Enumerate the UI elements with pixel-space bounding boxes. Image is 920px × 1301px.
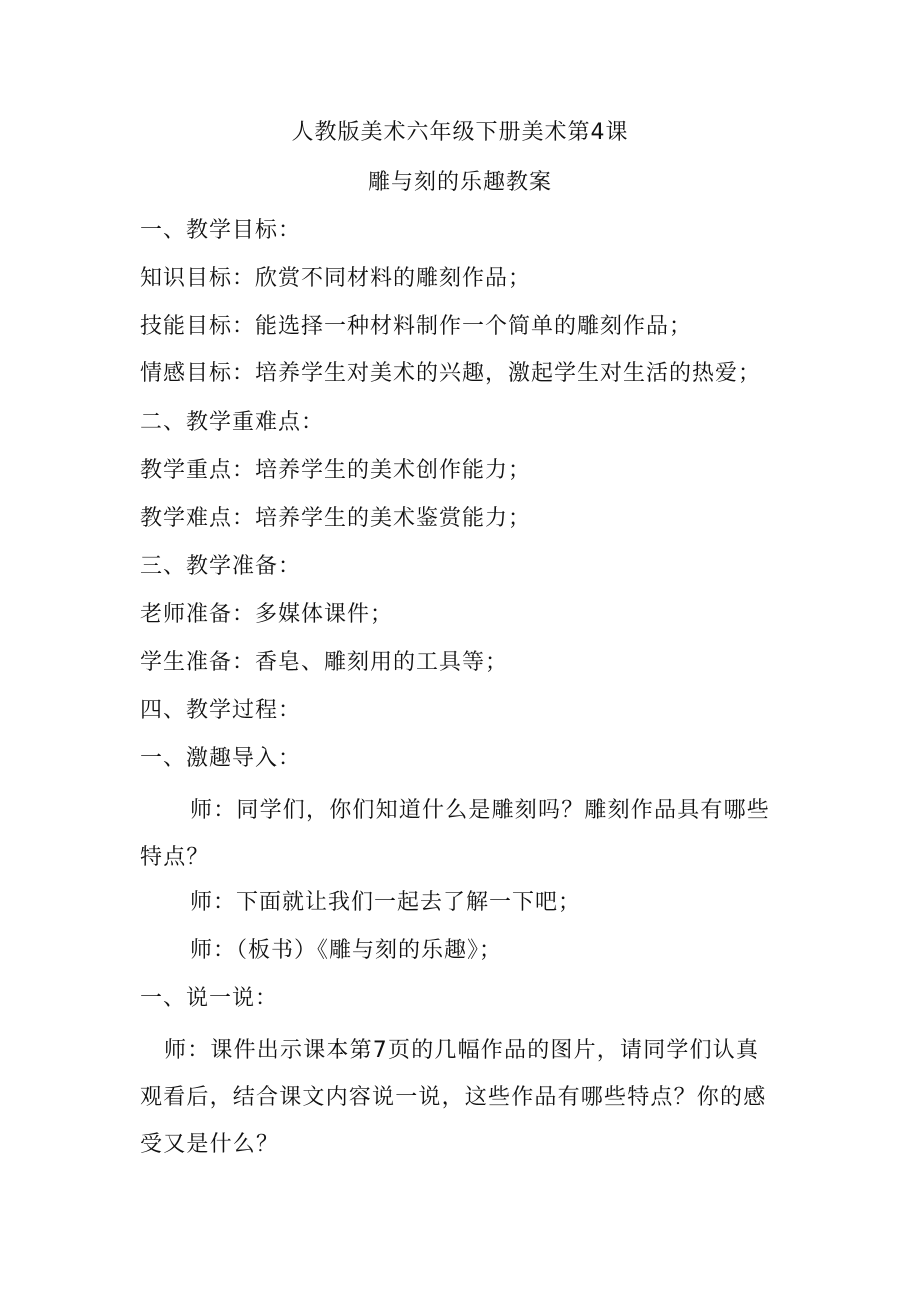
teacher-dialogue-3: 师：（板书）《雕与刻的乐趣》；	[190, 938, 503, 963]
goal-knowledge: 知识目标：欣赏不同材料的雕刻作品；	[140, 266, 532, 291]
student-preparation: 学生准备：香皂、雕刻用的工具等；	[140, 650, 509, 675]
step-heading-discuss: 一、说一说：	[140, 986, 279, 1011]
key-point: 教学重点：培养学生的美术创作能力；	[140, 458, 532, 483]
goal-emotion: 情感目标：培养学生对美术的兴趣，激起学生对生活的热爱；	[140, 361, 762, 386]
difficult-point: 教学难点：培养学生的美术鉴赏能力；	[140, 506, 532, 531]
document-title-line1: 人教版美术六年级下册美术第4课	[291, 120, 629, 145]
section-heading-process: 四、教学过程：	[140, 698, 302, 723]
step-heading-intro: 一、激趣导入：	[140, 746, 302, 771]
section-heading-key-points: 二、教学重难点：	[140, 410, 325, 435]
section-heading-preparation: 三、教学准备：	[140, 554, 302, 579]
teacher-dialogue-4: 师：课件出示课本第7页的几幅作品的图片，请同学们认真观看后，结合课文内容说一说，这些作品有哪些特点？你的感受又是什么？	[140, 1038, 767, 1157]
teacher-preparation: 老师准备：多媒体课件；	[140, 602, 394, 627]
section-heading-goals: 一、教学目标：	[140, 218, 302, 243]
teacher-dialogue-1: 师：同学们，你们知道什么是雕刻吗？雕刻作品具有哪些特点？	[140, 798, 771, 870]
teacher-dialogue-2: 师：下面就让我们一起去了解一下吧；	[190, 890, 582, 915]
document-title-line2: 雕与刻的乐趣教案	[367, 170, 552, 195]
goal-skill: 技能目标：能选择一种材料制作一个简单的雕刻作品；	[140, 314, 693, 339]
